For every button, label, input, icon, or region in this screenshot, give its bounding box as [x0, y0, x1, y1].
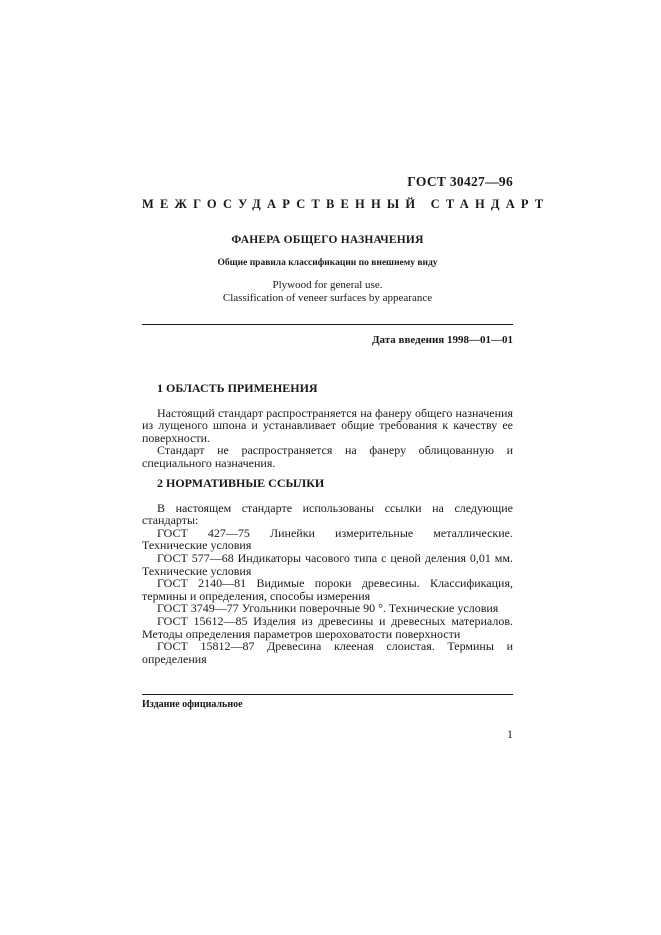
interstate-standard-label: МЕЖГОСУДАРСТВЕННЫЙ СТАНДАРТ	[142, 197, 550, 211]
section-scope-heading: 1 ОБЛАСТЬ ПРИМЕНЕНИЯ	[157, 381, 318, 395]
document-subtitle-ru: Общие правила классификации по внешнему виду	[217, 258, 438, 268]
paragraph: В настоящем стандарте использованы ссылки на следующие стандарты:	[142, 500, 513, 528]
title-en-line1: Plywood for general use.	[272, 279, 383, 291]
section-references-heading: 2 НОРМАТИВНЫЕ ССЫЛКИ	[157, 476, 325, 490]
reference-item: ГОСТ 15812—87 Древесина клееная слоистая. Термины и определения	[142, 639, 513, 666]
document-title-ru: ФАНЕРА ОБЩЕГО НАЗНАЧЕНИЯ	[231, 234, 424, 246]
page-number: 1	[507, 727, 513, 741]
paragraph: Настоящий стандарт распространяется на фанеру общего назначения из лущеного шпона и устанавливает общие требования к качеству ее поверхности.	[142, 405, 513, 445]
top-divider	[142, 324, 513, 325]
section-scope	[142, 382, 513, 470]
reference-item: ГОСТ 15612—85 Изделия из древесины и древесных материалов. Методы определения параметров шероховатости поверхности	[142, 613, 513, 641]
section-references	[142, 477, 513, 665]
reference-item: ГОСТ 3749—77 Угольники поверочные 90 °. Технические условия	[157, 601, 499, 616]
reference-item: ГОСТ 577—68 Индикаторы часового типа с ценой деления 0,01 мм. Технические условия	[142, 550, 513, 578]
footer-divider	[142, 694, 513, 695]
intro-date: Дата введения 1998—01—01	[371, 334, 513, 346]
paragraph: Стандарт не распространяется на фанеру облицованную и специального назначения.	[142, 443, 513, 470]
title-en-line2: Classification of veneer surfaces by appearance	[222, 292, 433, 304]
gost-number: ГОСТ 30427—96	[407, 174, 513, 189]
document-title-en	[142, 279, 513, 305]
reference-item: ГОСТ 2140—81 Видимые пороки древесины. Классификация, термины и определения, способы измерения	[142, 576, 513, 603]
reference-item: ГОСТ 427—75 Линейки измерительные металлические. Технические условия	[142, 525, 513, 553]
official-edition-label: Издание официальное	[142, 699, 243, 710]
